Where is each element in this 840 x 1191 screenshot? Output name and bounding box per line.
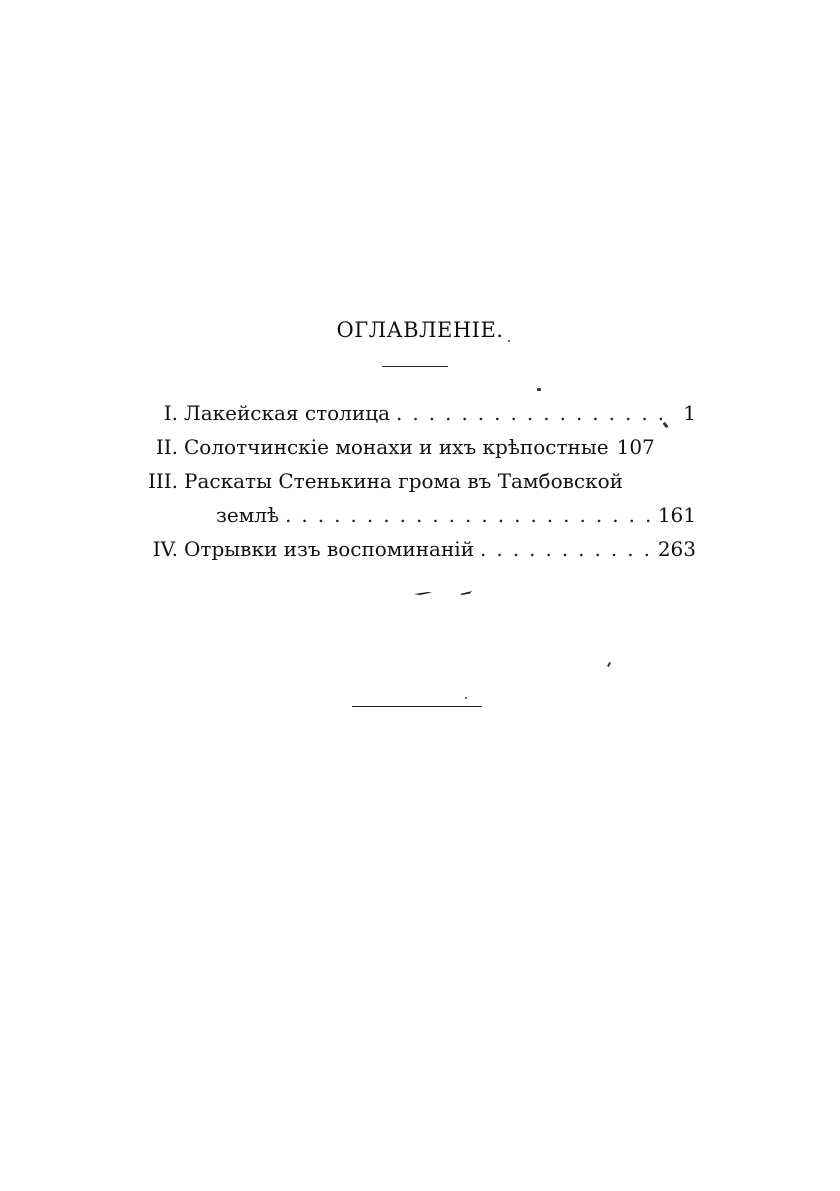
toc-entry-number: II. [155, 435, 178, 459]
toc-entry-page: 1 [683, 401, 696, 425]
ornament-dashes [412, 588, 472, 598]
ink-speck [465, 697, 467, 699]
ink-speck [508, 340, 510, 342]
toc-entry-page: 107 [616, 435, 655, 459]
toc-entry-3-continuation[interactable] [130, 498, 696, 532]
toc-entry-1[interactable] [130, 396, 696, 430]
toc-entry-title: Лакейская столица [184, 401, 391, 425]
toc-entry-title: Раскаты Стенькина грома въ Тамбовской [184, 469, 623, 493]
toc-entry-3[interactable] [130, 464, 696, 498]
toc-entry-2[interactable] [130, 430, 696, 464]
toc-entry-number: IV. [152, 537, 178, 561]
toc-entry-4[interactable] [130, 532, 696, 566]
ink-speck [607, 662, 611, 667]
dot-leader [390, 396, 662, 430]
toc-entry-title: Солотчинскiе монахи и ихъ крѣпостные [184, 435, 609, 459]
toc-entry-page: 161 [657, 503, 696, 527]
toc-entry-number: III. [147, 469, 178, 493]
dot-leader [279, 498, 658, 532]
table-of-contents [130, 396, 696, 566]
page-title: ОГЛАВЛЕНIЕ. [336, 318, 504, 342]
closing-rule [352, 706, 482, 707]
toc-entry-title: землѣ [216, 503, 280, 527]
ink-speck [537, 388, 541, 391]
title-underline [382, 366, 448, 367]
toc-entry-number: I. [163, 401, 178, 425]
dot-leader [474, 532, 658, 566]
toc-entry-page: 263 [657, 537, 696, 561]
toc-entry-title: Отрывки изъ воспоминанiй [184, 537, 475, 561]
